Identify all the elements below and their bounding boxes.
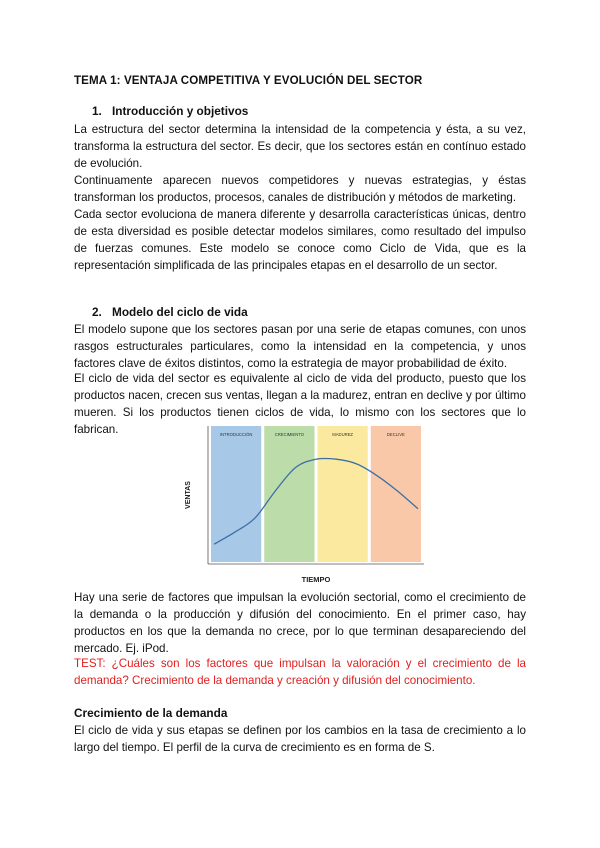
section-number: 1. [92, 104, 102, 118]
paragraph: La estructura del sector determina la intensidad de la competencia y ésta, a su vez, transforma la estructura del sector. Es decir, que los sectores están en contínuo estado de evolución. [74, 123, 526, 170]
test-question: TEST: ¿Cuáles son los factores que impulsan la valoración y el crecimiento de la demanda? Crecimiento de la demanda y creación y difusión del conocimiento. [74, 657, 526, 687]
section-number: 2. [92, 305, 102, 319]
section-heading-introduccion [92, 103, 248, 120]
stage-label: MADUREZ [332, 432, 353, 437]
x-axis-label: TIEMPO [301, 575, 331, 584]
document-title: TEMA 1: VENTAJA COMPETITIVA Y EVOLUCIÓN DEL SECTOR [74, 74, 423, 87]
stage-band [318, 426, 368, 562]
stage-label: INTRODUCCIÓN [219, 432, 253, 437]
section-heading-modelo [92, 304, 248, 321]
stage-band [264, 426, 314, 562]
life-cycle-chart [176, 420, 436, 588]
subsection-heading: Crecimiento de la demanda [74, 706, 228, 720]
paragraph: El modelo supone que los sectores pasan por una serie de etapas comunes, con unos rasgos estructurales particulares, como la intensidad en la competencia, y unos factores clave de éxitos distintos, como la estrategia de mayor probabilidad de éxito. [74, 323, 526, 370]
paragraph: El ciclo de vida del sector es equivalente al ciclo de vida del producto, puesto que los productos nacen, crecen sus ventas, llegan a la madurez, entran en declive y por último mueren. Si los productos tienen ciclos de vida, lo mismo con los sectores que lo fabrican. [74, 372, 526, 436]
paragraph: El ciclo de vida y sus etapas se definen por los cambios en la tasa de crecimiento a lo largo del tiempo. El perfil de la curva de crecimiento es en forma de S. [74, 724, 526, 754]
life-cycle-chart-svg [176, 420, 436, 588]
stage-label: CRECIMIENTO [274, 432, 304, 437]
y-axis-label: VENTAS [185, 481, 192, 509]
paragraph: Cada sector evoluciona de manera diferente y desarrolla características únicas, dentro de esta diversidad es posible detectar modelos similares, como resultado del impulso de fuerzas comunes. Este modelo se conoce como Ciclo de Vida, que es la representación simplificada de las principales etapas en el desarrollo de un sector. [74, 208, 526, 272]
stage-label: DECLIVE [386, 432, 405, 437]
section-heading-text: Modelo del ciclo de vida [112, 305, 248, 319]
stage-bands [211, 426, 421, 562]
stage-band [371, 426, 421, 562]
paragraph: Hay una serie de factores que impulsan la evolución sectorial, como el crecimiento de la demanda o la producción y difusión del conocimiento. En el primer caso, hay productos en los que la demanda no crece, por lo que terminan desapareciendo del mercado. Ej. iPod. [74, 591, 526, 655]
paragraph: Continuamente aparecen nuevos competidores y nuevas estrategias, y éstas transforman los productos, procesos, canales de distribución y métodos de marketing. [74, 174, 526, 204]
section-heading-text: Introducción y objetivos [112, 104, 249, 118]
